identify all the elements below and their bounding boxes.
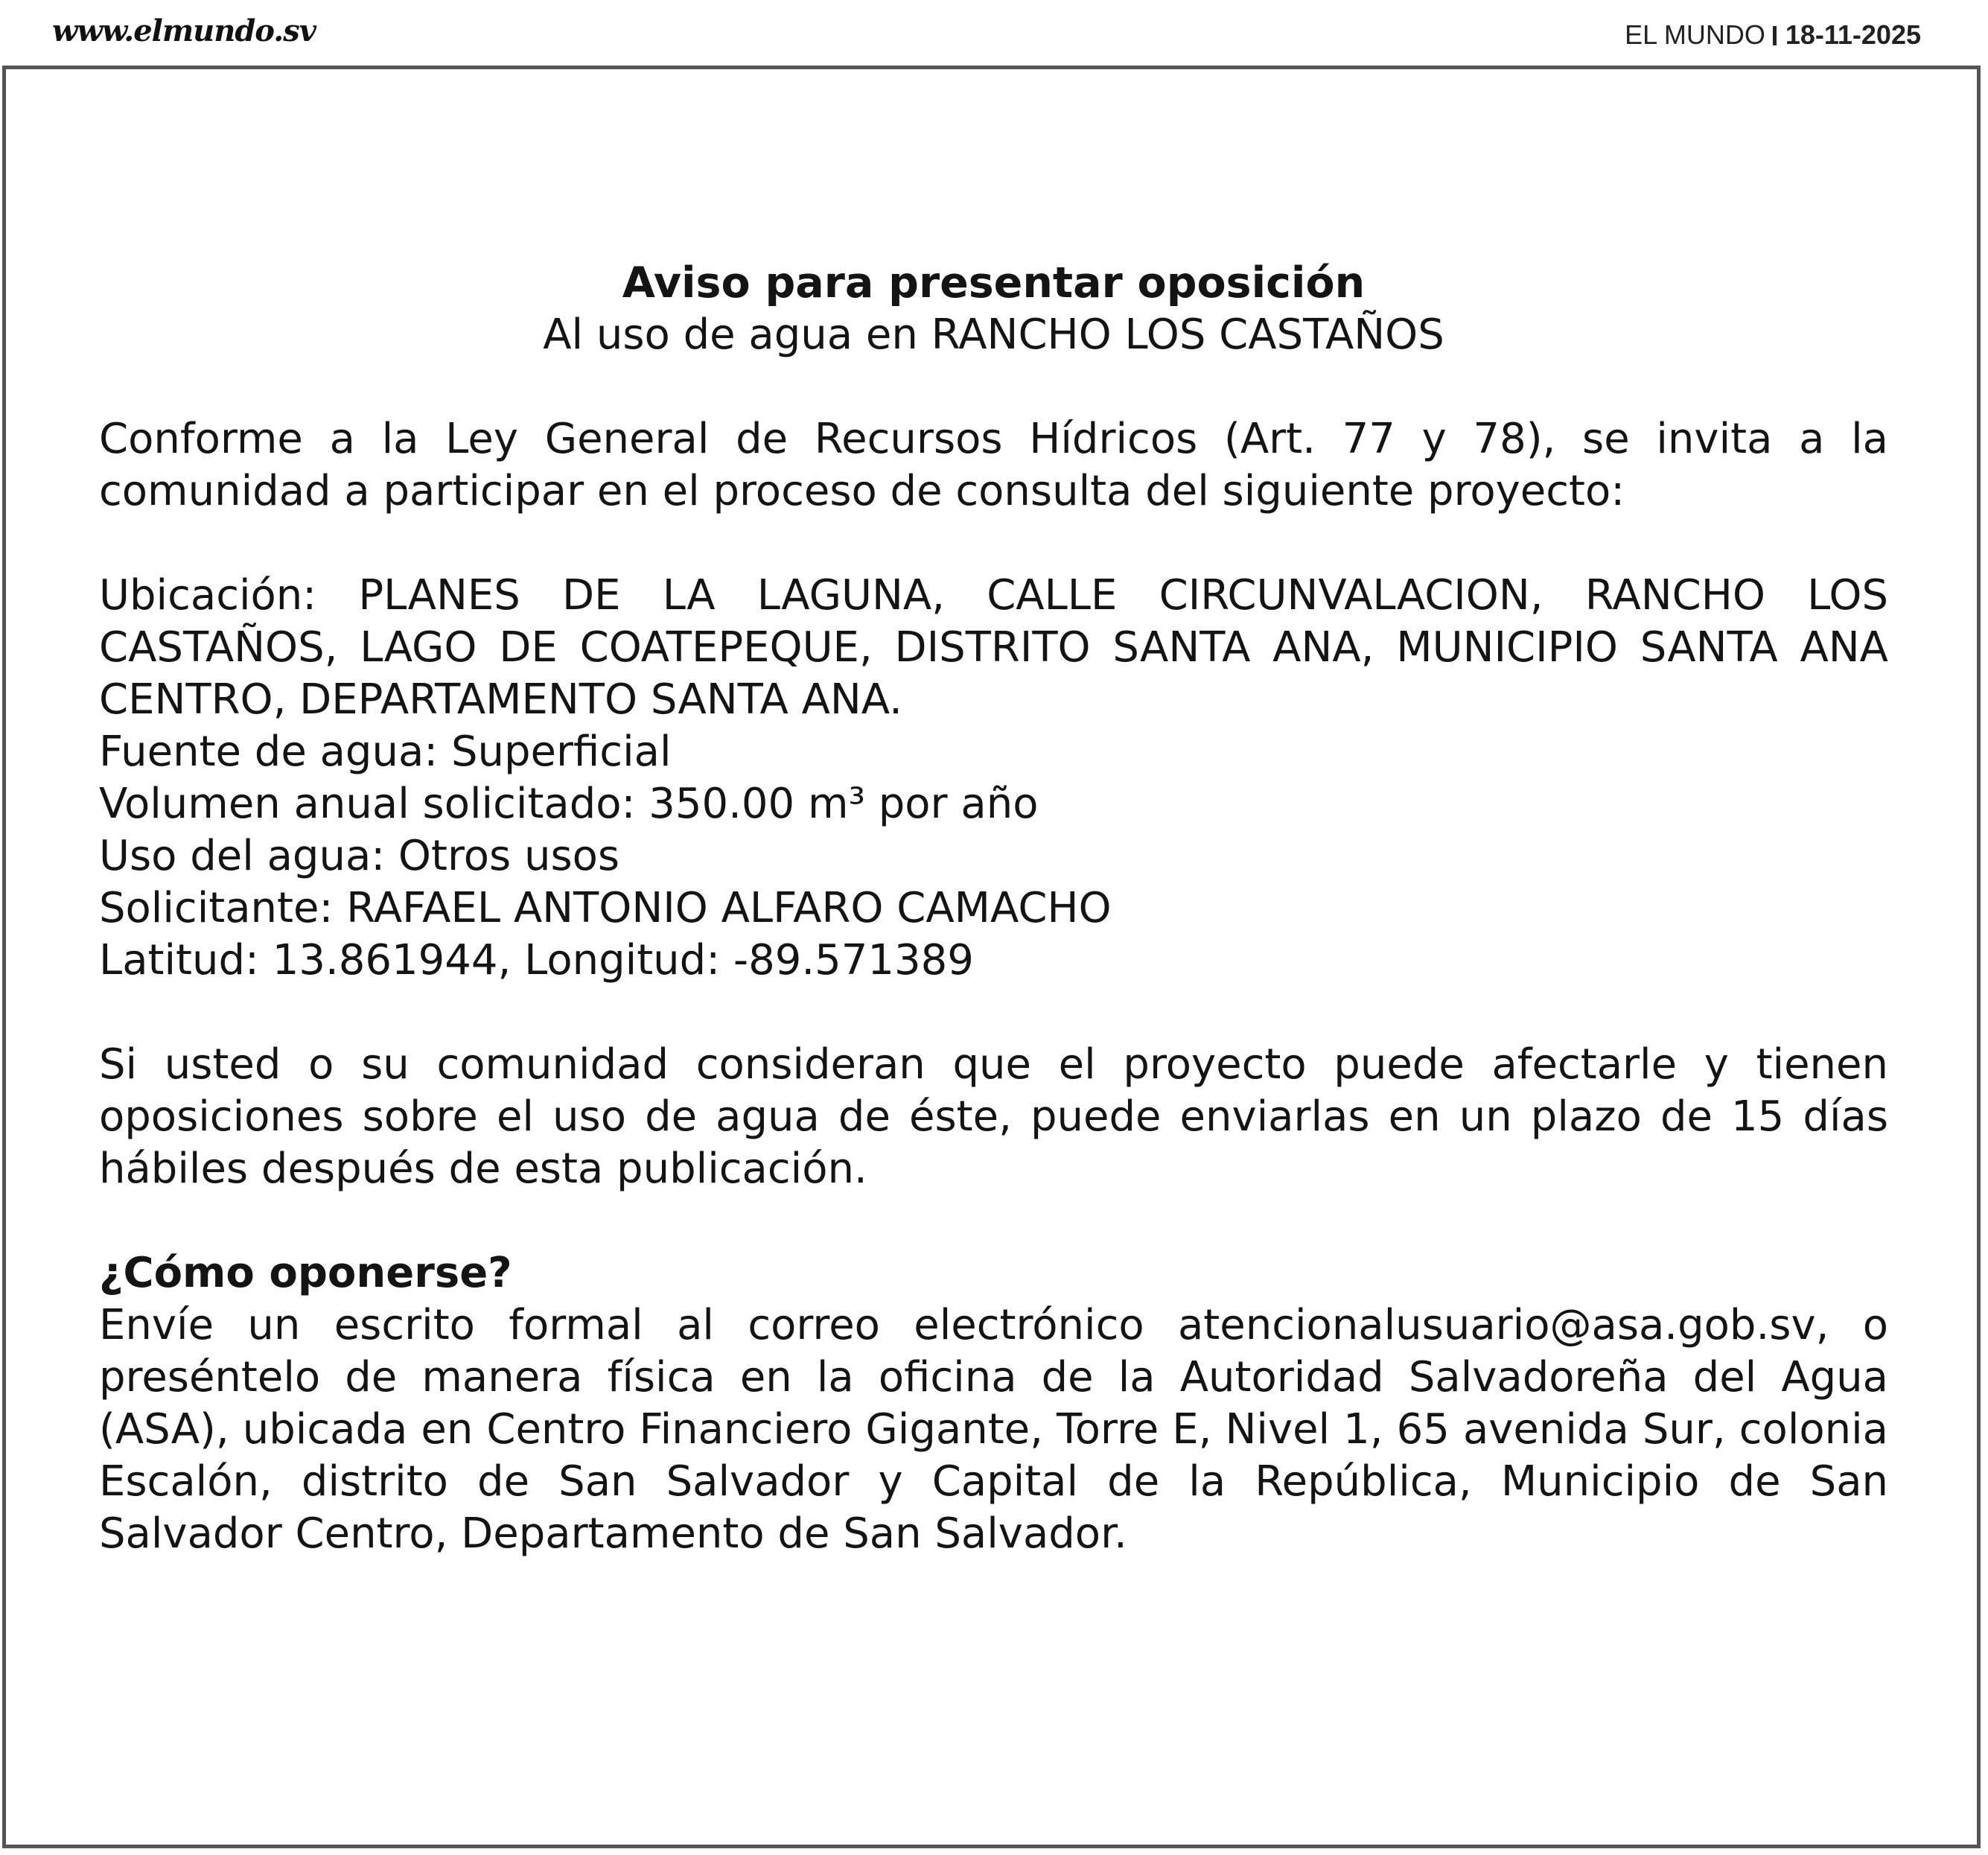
notice-body xyxy=(99,257,1888,1560)
how-to-oppose-paragraph: Envíe un escrito formal al correo electrónico atencionalusuario@asa.gob.sv, o preséntelo de manera física en la oficina de la Autoridad Salvadoreña del Agua (ASA), ubicada en Centro Financiero Gigante, Torre E, Nivel 1, 65 avenida Sur, colonia Escalón, distrito de San Salvador y Capital de la República, Municipio de San Salvador Centro, Departamento de San Salvador. xyxy=(99,1301,1888,1558)
notice-subtitle: Al uso de agua en RANCHO LOS CASTAÑOS xyxy=(543,311,1444,359)
spacer xyxy=(99,987,1888,1039)
how-to-oppose-heading: ¿Cómo oponerse? xyxy=(99,1249,512,1297)
masthead xyxy=(0,0,1988,66)
location-line: Ubicación: PLANES DE LA LAGUNA, CALLE CIRCUNVALACION, RANCHO LOS CASTAÑOS, LAGO DE COATEPEQUE, DISTRITO SANTA ANA, MUNICIPIO SANTA ANA CENTRO, DEPARTAMENTO SANTA ANA. xyxy=(99,571,1888,724)
notice-title: Aviso para presentar oposición xyxy=(622,258,1366,308)
publication-info xyxy=(1625,19,1921,51)
water-source-line: Fuente de agua: Superficial xyxy=(99,728,672,776)
annual-volume-line: Volumen anual solicitado: 350.00 m³ por año xyxy=(99,780,1039,828)
spacer xyxy=(99,518,1888,570)
deadline-paragraph: Si usted o su comunidad consideran que el proyecto puede afectarle y tienen oposiciones sobre el uso de agua de éste, puede enviarlas en un plazo de 15 días hábiles después de esta publicación. xyxy=(99,1040,1888,1193)
water-use-line: Uso del agua: Otros usos xyxy=(99,832,620,880)
applicant-line: Solicitante: RAFAEL ANTONIO ALFARO CAMACHO xyxy=(99,884,1112,932)
intro-paragraph: Conforme a la Ley General de Recursos Hídricos (Art. 77 y 78), se invita a la comunidad a participar en el proceso de consulta del siguiente proyecto: xyxy=(99,415,1888,515)
spacer xyxy=(99,361,1888,413)
newspaper-name: EL MUNDO xyxy=(1625,19,1765,50)
site-url[interactable]: www.elmundo.sv xyxy=(52,13,316,48)
spacer xyxy=(99,1195,1888,1247)
separator xyxy=(1773,26,1777,45)
publication-date: 18-11-2025 xyxy=(1785,19,1921,50)
coordinates-line: Latitud: 13.861944, Longitud: -89.571389 xyxy=(99,936,974,984)
